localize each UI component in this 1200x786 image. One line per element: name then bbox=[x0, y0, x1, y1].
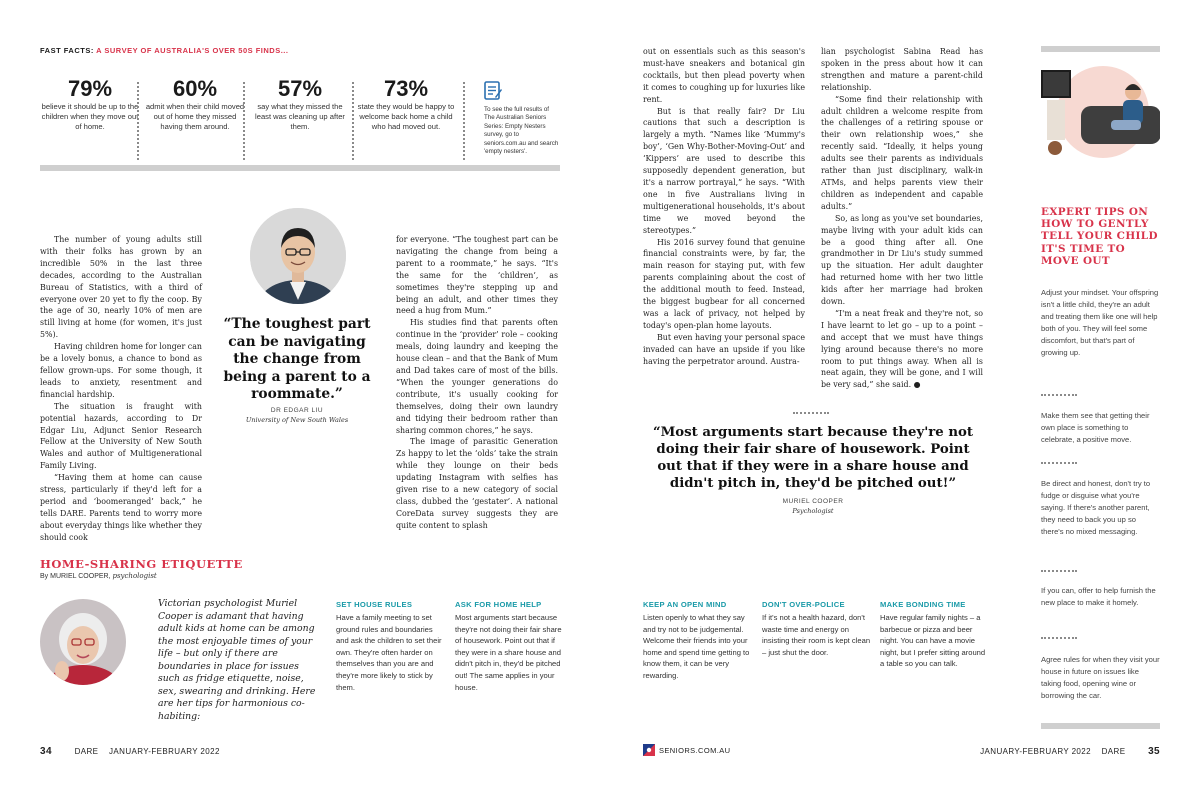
etiquette-body: Have regular family nights – a barbecue or pizza and beer night. You can have a movie night, but I prefer sitting around a table so you can talk. bbox=[880, 613, 986, 669]
paragraph: But is that really fair? Dr Liu cautions that such a description is largely a myth. “Names like ‘Mummy's boy’, ‘Gen Why-Bother-Moving-Out’ and ‘Kippers’ are used to describe this supposedly dependent generation, but it's a narrow portrayal,” he says. “With one in five Australians living in multigenerational households, it's about time we moved beyond the stereotypes.” bbox=[643, 106, 805, 235]
etiquette-title: HOME-SHARING ETIQUETTE bbox=[40, 557, 243, 571]
paragraph: “Some find their relationship with adult children a welcome respite from the challenges of a retiring spouse or their own relationship woes,” she recently said. “Ideally, it helps young adults see their parents as individuals rather than just disciplinary, walk-in ATMs, and helps parents view their children as independent and capable adults.” bbox=[821, 94, 983, 211]
etiquette-body: If it's not a health hazard, don't waste time and energy on insisting their room is kept clean – just shut the door. bbox=[762, 613, 871, 657]
stat-divider bbox=[463, 82, 465, 160]
dotted-divider bbox=[1041, 394, 1077, 396]
etiquette-byline bbox=[40, 572, 157, 580]
etiquette-column-3 bbox=[643, 600, 753, 682]
stat-divider bbox=[352, 82, 354, 160]
stat-text: state they would be happy to welcome back home a child who had moved out. bbox=[357, 102, 455, 131]
pull-quote-2: “Most arguments start because they're not doing their fair share of housework. Point out that if they were in a share house and didn't pitch in, they'd be pitched out!” bbox=[652, 425, 974, 491]
stat-text: believe it should be up to the children when they move out of home. bbox=[41, 102, 139, 131]
paragraph: “I'm a neat freak and they're not, so I have learnt to let go – up to a point – and accept that we must have things lying around because there's no more room to put things away. When all is neat again, they will be gone, and I will be very sad,” she said. ● bbox=[821, 308, 983, 390]
footer-logo bbox=[643, 744, 730, 756]
pull-quote-2-name: MURIEL COOPER bbox=[782, 498, 844, 505]
pull-quote-1-name: DR EDGAR LIU bbox=[270, 407, 324, 414]
sidebar-tip-2: Make them see that getting their own place is something to celebrate, a positive move. bbox=[1041, 411, 1150, 444]
byline-role: psychologist bbox=[112, 572, 157, 580]
stat-1 bbox=[40, 76, 140, 132]
magazine-name-left: DARE bbox=[74, 747, 99, 756]
etiquette-column-1 bbox=[336, 600, 446, 693]
etiquette-body: Have a family meeting to set ground rules and boundaries and ask the children to set their own. They're often harder on themselves than you are and they're more likely to stick by them. bbox=[336, 613, 442, 692]
pull-quote-1: “The toughest part can be navigating the change from being a parent to a roommate.” bbox=[223, 316, 371, 402]
fast-facts-heading: A SURVEY OF AUSTRALIA'S OVER 50S FINDS... bbox=[96, 46, 289, 55]
paragraph: “Having them at home can cause stress, particularly if they'd left for a period and ‘boomeranged’ back,” he tells DARE. Parents tend to worry more about everyday things like whether they should cook bbox=[40, 473, 202, 542]
article-column-3 bbox=[396, 234, 558, 532]
etiquette-heading: SET HOUSE RULES bbox=[336, 600, 413, 609]
stat-value: 73% bbox=[383, 76, 429, 101]
etiquette-heading: ASK FOR HOME HELP bbox=[455, 600, 542, 609]
issue-date-right: JANUARY-FEBRUARY 2022 bbox=[980, 747, 1091, 756]
etiquette-column-4 bbox=[762, 600, 872, 658]
paragraph: out on essentials such as this season's must-have sneakers and botanical gin cocktails, but then plead poverty when it comes to coughing up for luxuries like rent. bbox=[643, 47, 805, 104]
etiquette-heading: KEEP AN OPEN MIND bbox=[643, 600, 727, 609]
fast-facts-title bbox=[40, 46, 288, 55]
etiquette-body: Listen openly to what they say and try not to be judgemental. Welcome their friends into your home and spend time getting to know them, it can be very rewarding. bbox=[643, 613, 750, 680]
article-column-4 bbox=[643, 46, 805, 367]
stat-text: say what they missed the least was cleaning up after them. bbox=[255, 102, 345, 131]
survey-note: To see the full results of The Australian Seniors Series: Empty Nesters survey, go to seniors.com.au and search 'empty nesters'. bbox=[484, 106, 559, 156]
stat-3 bbox=[250, 76, 350, 132]
etiquette-column-2 bbox=[455, 600, 565, 693]
dotted-divider bbox=[1041, 462, 1077, 464]
etiquette-body: Most arguments start because they're not doing their fair share of housework. Point out that if they were in a share house and didn't pitch in, they'd be pitched out! The same applies in your house. bbox=[455, 613, 562, 692]
fast-facts-bar bbox=[40, 165, 560, 171]
page-number-left: 34 bbox=[40, 746, 52, 757]
stat-value: 79% bbox=[67, 76, 113, 101]
stat-value: 60% bbox=[172, 76, 218, 101]
stat-divider bbox=[243, 82, 245, 160]
clipboard-icon bbox=[484, 80, 502, 100]
paragraph: The number of young adults still with their folks has grown by an incredible 50% in the last three decades, according to the Australian Bureau of Statistics, with a third of everyone over 20 yet to fly the coop. By the age of 30, nearly 10% of men are still living at home (for women, it's just 5%). bbox=[40, 235, 202, 340]
footer-left bbox=[40, 746, 220, 757]
portrait-photo-edgar-liu bbox=[250, 208, 346, 304]
etiquette-heading: MAKE BONDING TIME bbox=[880, 600, 966, 609]
etiquette-intro: Victorian psychologist Muriel Cooper is adamant that having adult kids at home can be among the most enjoyable times of your life – but only if there are boundaries in place for issues such as fridge etiquette, noise, sex, swearing and drinking. Here are her tips for harmonious co-habiting: bbox=[158, 598, 316, 722]
paragraph: But even having your personal space invaded can have an upside if you like having the perpetrator around. Austra- bbox=[643, 332, 805, 366]
paragraph: The image of parasitic Generation Zs happy to let the ‘olds’ take the strain while they lounge on their beds updating Instagram with selfies has given rise to a new category of social class, dubbed the ‘gestater’. A national CoreData survey suggests they are quite content to splash bbox=[396, 437, 558, 530]
etiquette-column-5 bbox=[880, 600, 990, 670]
illustration-tv-person bbox=[1041, 60, 1160, 160]
portrait-photo-muriel-cooper bbox=[40, 599, 126, 685]
paragraph: His studies find that parents often continue in the ‘provider’ role – cooking meals, doing laundry and keeping the house clean – and that the Bank of Mum and Dad takes care of most of the bills. “When the younger generations do contribute, it's usually cooking for themselves, doing their own laundry and tidying their bedroom rather than sharing common chores,” he says. bbox=[396, 318, 558, 435]
sidebar-tip-4: If you can, offer to help furnish the new place to make it homely. bbox=[1041, 586, 1156, 607]
seniors-logo-text: SENIORS.COM.AU bbox=[659, 745, 731, 755]
paragraph: So, as long as you've set boundaries, maybe living with your adult kids can be a good thing after all. One grandmother in Dr Liu's study summed up the situation. Her adult daughter had returned home with her two little kids after her marriage had broken down. bbox=[821, 213, 983, 307]
footer-right bbox=[980, 746, 1160, 757]
sidebar-top-bar bbox=[1041, 46, 1160, 52]
magazine-name-right: DARE bbox=[1101, 747, 1126, 756]
paragraph: Having children home for longer can be a lovely bonus, a chance to bond as fellow grown-ups. For some though, it leads to anxiety, resentment and financial hardship. bbox=[40, 342, 202, 399]
fast-facts-label: FAST FACTS: bbox=[40, 46, 94, 55]
stat-value: 57% bbox=[277, 76, 323, 101]
paragraph: His 2016 survey found that genuine financial constraints were, by far, the main reason for staying put, with few parents complaining about the cost of the additional mouth to feed. Instead, the biggest bugbear for all concerned was a lack of privacy, not helped by today's open-plan home layouts. bbox=[643, 237, 805, 330]
sidebar-tip-3: Be direct and honest, don't try to fudge or disguise what you're saying. If there's another parent, they need to back you up so there's no mixed messaging. bbox=[1041, 479, 1151, 536]
stat-divider bbox=[137, 82, 139, 160]
byline-prefix: By MURIEL COOPER, bbox=[40, 573, 111, 580]
paragraph: The situation is fraught with potential hazards, according to Dr Edgar Liu, Adjunct Senior Research Fellow at the University of New South Wales and author of Multigenerational Family Living. bbox=[40, 401, 202, 471]
stat-2 bbox=[145, 76, 245, 132]
dotted-divider bbox=[1041, 637, 1077, 639]
page-number-right: 35 bbox=[1148, 746, 1160, 757]
dotted-divider bbox=[793, 412, 829, 414]
article-column-5 bbox=[821, 46, 983, 391]
seniors-logo-icon bbox=[643, 744, 655, 756]
pull-quote-1-affiliation: University of New South Wales bbox=[245, 416, 349, 424]
sidebar-bottom-bar bbox=[1041, 723, 1160, 729]
issue-date-left: JANUARY-FEBRUARY 2022 bbox=[109, 747, 220, 756]
sidebar-tip-1: Adjust your mindset. Your offspring isn't a little child, they're an adult and treating them like one will help both of you. They will feel some discomfort, but that's part of growing up. bbox=[1041, 288, 1159, 357]
paragraph: lian psychologist Sabina Read has spoken in the press about how it can strengthen and mature a parent-child relationship. bbox=[821, 47, 983, 92]
paragraph: for everyone. “The toughest part can be navigating the change from being a parent to a roommate,” he says. “It's the same for the ‘children’, as sometimes they're stepping up and being an adult, and other times they need a hug from Mum.” bbox=[396, 235, 558, 316]
sidebar-tip-5: Agree rules for when they visit your house in future on issues like taking food, opening wine or borrowing the car. bbox=[1041, 655, 1160, 700]
stat-text: admit when their child moved out of home they missed having them around. bbox=[145, 102, 245, 131]
etiquette-heading: DON'T OVER-POLICE bbox=[762, 600, 845, 609]
stat-4 bbox=[356, 76, 456, 132]
article-column-1 bbox=[40, 234, 202, 544]
dotted-divider bbox=[1041, 570, 1077, 572]
sidebar-title: EXPERT TIPS ON HOW TO GENTLY TELL YOUR CHILD IT'S TIME TO MOVE OUT bbox=[1041, 206, 1158, 267]
pull-quote-2-affiliation: Psychologist bbox=[792, 507, 834, 515]
